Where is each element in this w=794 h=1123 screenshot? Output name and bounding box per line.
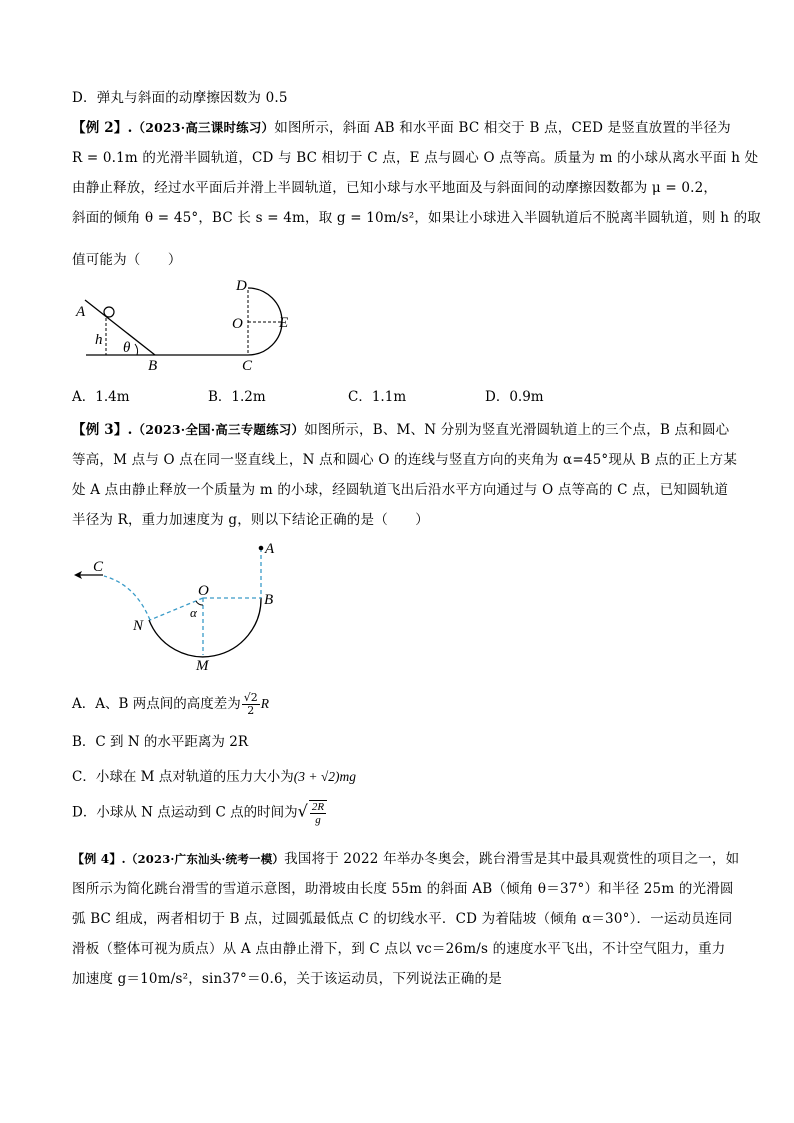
option-a[interactable] [72, 692, 269, 717]
sqrt-icon: √ [297, 801, 308, 821]
example-4-line-1 [72, 847, 739, 867]
option-label: D． [72, 90, 97, 106]
label-theta: θ [123, 340, 131, 356]
question-text: 由静止释放，经过水平面后并滑上半圆轨道，已知小球与水平地面及与斜面间的动摩擦因数都为 μ = 0.2， [72, 180, 718, 196]
option-text: C 到 N 的水平距离为 2R [95, 734, 248, 750]
label-h: h [95, 332, 103, 348]
label-m: M [196, 658, 209, 674]
label-o: O [198, 583, 209, 599]
numerator: 2R [311, 801, 325, 813]
question-text: 值可能为（ ） [72, 252, 182, 268]
question-text: 滑板（整体可视为质点）从 A 点由静止滑下，到 C 点以 vc＝26m/s 的速度水平飞出，不计空气阻力，重力 [72, 941, 726, 957]
label-o: O [232, 316, 243, 332]
option-text: 1.1m [371, 389, 407, 405]
alpha-arc [196, 601, 203, 605]
option-d[interactable] [72, 800, 328, 826]
example-tag: 【例 2】. [72, 120, 133, 136]
label-n: N [133, 618, 144, 634]
label-b: B [264, 592, 274, 608]
question-text: 半径为 R，重力加速度为 g，则以下结论正确的是（ ） [72, 512, 429, 528]
option-b[interactable] [72, 730, 248, 750]
option-label: B． [208, 389, 232, 405]
option-label: C． [348, 389, 372, 405]
point-a-dot [259, 546, 264, 551]
label-e: E [279, 315, 289, 331]
question-text: 图所示为简化跳台滑雪的雪道示意图，助滑坡由长度 55m 的斜面 AB（倾角 θ＝37°）和半径 25m 的光滑圆 [72, 881, 734, 897]
question-text: 弧 BC 组成，两者相切于 B 点，过圆弧最低点 C 的切线水平．CD 为着陆坡（倾角 α＝30°）．一运动员连同 [72, 911, 733, 927]
label-d: D [236, 278, 247, 294]
label-a: A [76, 304, 86, 320]
question-text: 如图所示，B、M、N 分别为竖直光滑圆轨道上的三个点，B 点和圆心 [304, 422, 730, 438]
example-source: （2023·高三课时练习） [132, 120, 275, 135]
option-text: 1.2m [231, 389, 266, 405]
denominator: 2 [247, 704, 255, 717]
example-source: （2023·全国·高三专题练习） [132, 422, 305, 437]
denominator: g [315, 814, 321, 826]
option-label: B． [72, 734, 96, 750]
option-label: D． [485, 389, 510, 405]
question-text: R = 0.1m 的光滑半圆轨道，CD 与 BC 相切于 C 点，E 点与圆心 O 点等高。质量为 m 的小球从离水平面 h 处 [72, 150, 759, 166]
option-c[interactable] [72, 765, 356, 785]
label-alpha: α [190, 605, 197, 620]
option-label: A． [72, 389, 96, 405]
fraction [242, 692, 260, 717]
fraction [309, 800, 327, 826]
question-text: 我国将于 2022 年举办冬奥会，跳台滑雪是其中最具观赏性的项目之一，如 [284, 851, 740, 867]
question-text: 斜面的倾角 θ = 45°，BC 长 s = 4m，取 g = 10m/s²，如果让小球进入半圆轨道后不脱离半圆轨道，则 h 的取 [72, 210, 762, 226]
math-expression: (3 + √2)mg [293, 769, 357, 784]
example-tag: 【例 4】. [72, 852, 126, 866]
option-text: A、B 两点间的高度差为 [95, 696, 241, 712]
option-text: 0.9m [509, 389, 544, 405]
option-text: 弹丸与斜面的动摩擦因数为 0.5 [96, 90, 288, 106]
option-label: D． [72, 804, 97, 821]
numerator: √2 [243, 691, 258, 704]
question-text: 如图所示，斜面 AB 和水平面 BC 相交于 B 点，CED 是竖直放置的半径为 [274, 120, 731, 136]
question-text: 处 A 点由静止释放一个质量为 m 的小球，经圆轨道飞出后沿水平方向通过与 O 点等高的 C 点，已知圆轨道 [72, 482, 729, 498]
option-label: C． [72, 769, 96, 785]
question-text: 等高，M 点与 O 点在同一竖直线上，N 点和圆心 O 的连线与竖直方向的夹角为 α=45°现从 B 点的正上方某 [72, 452, 738, 468]
label-c: C [93, 559, 104, 575]
label-b: B [148, 358, 158, 374]
option-text: R [260, 696, 269, 711]
circle-track [149, 598, 261, 657]
option-text: 小球在 M 点对轨道的压力大小为 [95, 769, 294, 785]
option-text: 小球从 N 点运动到 C 点的时间为 [96, 804, 298, 821]
example-tag: 【例 3】. [72, 422, 133, 438]
option-label: A． [72, 696, 96, 712]
option-text: 1.4m [95, 389, 130, 405]
label-c: C [242, 358, 253, 374]
question-text: 加速度 g＝10m/s²，sin37°＝0.6，关于该运动员，下列说法正确的是 [72, 971, 502, 987]
example-source: （2023·广东汕头·统考一模） [125, 852, 285, 866]
label-a: A [265, 541, 275, 557]
trajectory-dashed [104, 576, 150, 620]
